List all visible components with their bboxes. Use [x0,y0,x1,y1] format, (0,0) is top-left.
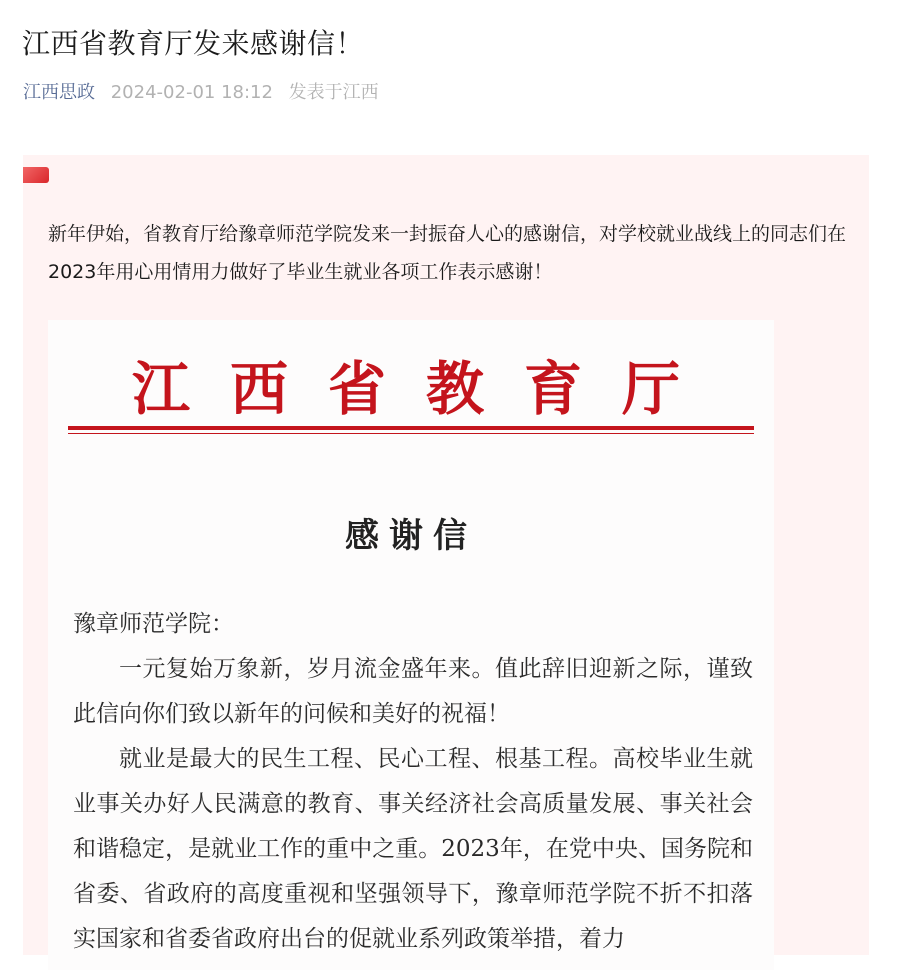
header-divider [68,426,754,430]
letter-header: 江西省教育厅 [131,355,720,423]
red-flag-icon [23,167,49,183]
intro-paragraph: 新年伊始，省教育厅给豫章师范学院发来一封振奋人心的感谢信，对学校就业战线上的同志们在2023年用心用情用力做好了毕业生就业各项工作表示感谢！ [48,223,847,283]
letter-salutation: 豫章师范学院： [73,611,234,637]
header-divider-thin [68,433,754,434]
article-content [23,155,869,955]
letter-paragraph: 一元复始万象新，岁月流金盛年来。值此辞旧迎新之际，谨致此信向你们致以新年的问候和美好的祝福！ [73,656,753,727]
letter-title: 感谢信 [345,516,477,556]
publish-location: 发表于江西 [288,82,379,103]
article-title: 江西省教育厅发来感谢信！ [22,27,365,60]
letter-paragraph: 就业是最大的民生工程、民心工程、根基工程。高校毕业生就业事关办好人民满意的教育、事关经济社会高质量发展、事关社会和谐稳定，是就业工作的重中之重。2023年，在党中央、国务院和省委、省政府的高度重视和坚强领导下，豫章师范学院不折不扣落实国家和省委省政府出台的促就业系列政策举措，着力 [73,746,753,952]
author-link[interactable]: 江西思政 [23,82,95,103]
letter-image[interactable] [48,320,774,970]
letter-body [73,602,753,962]
publish-datetime: 2024-02-01 18:12 [110,82,273,103]
article-meta [23,78,389,104]
